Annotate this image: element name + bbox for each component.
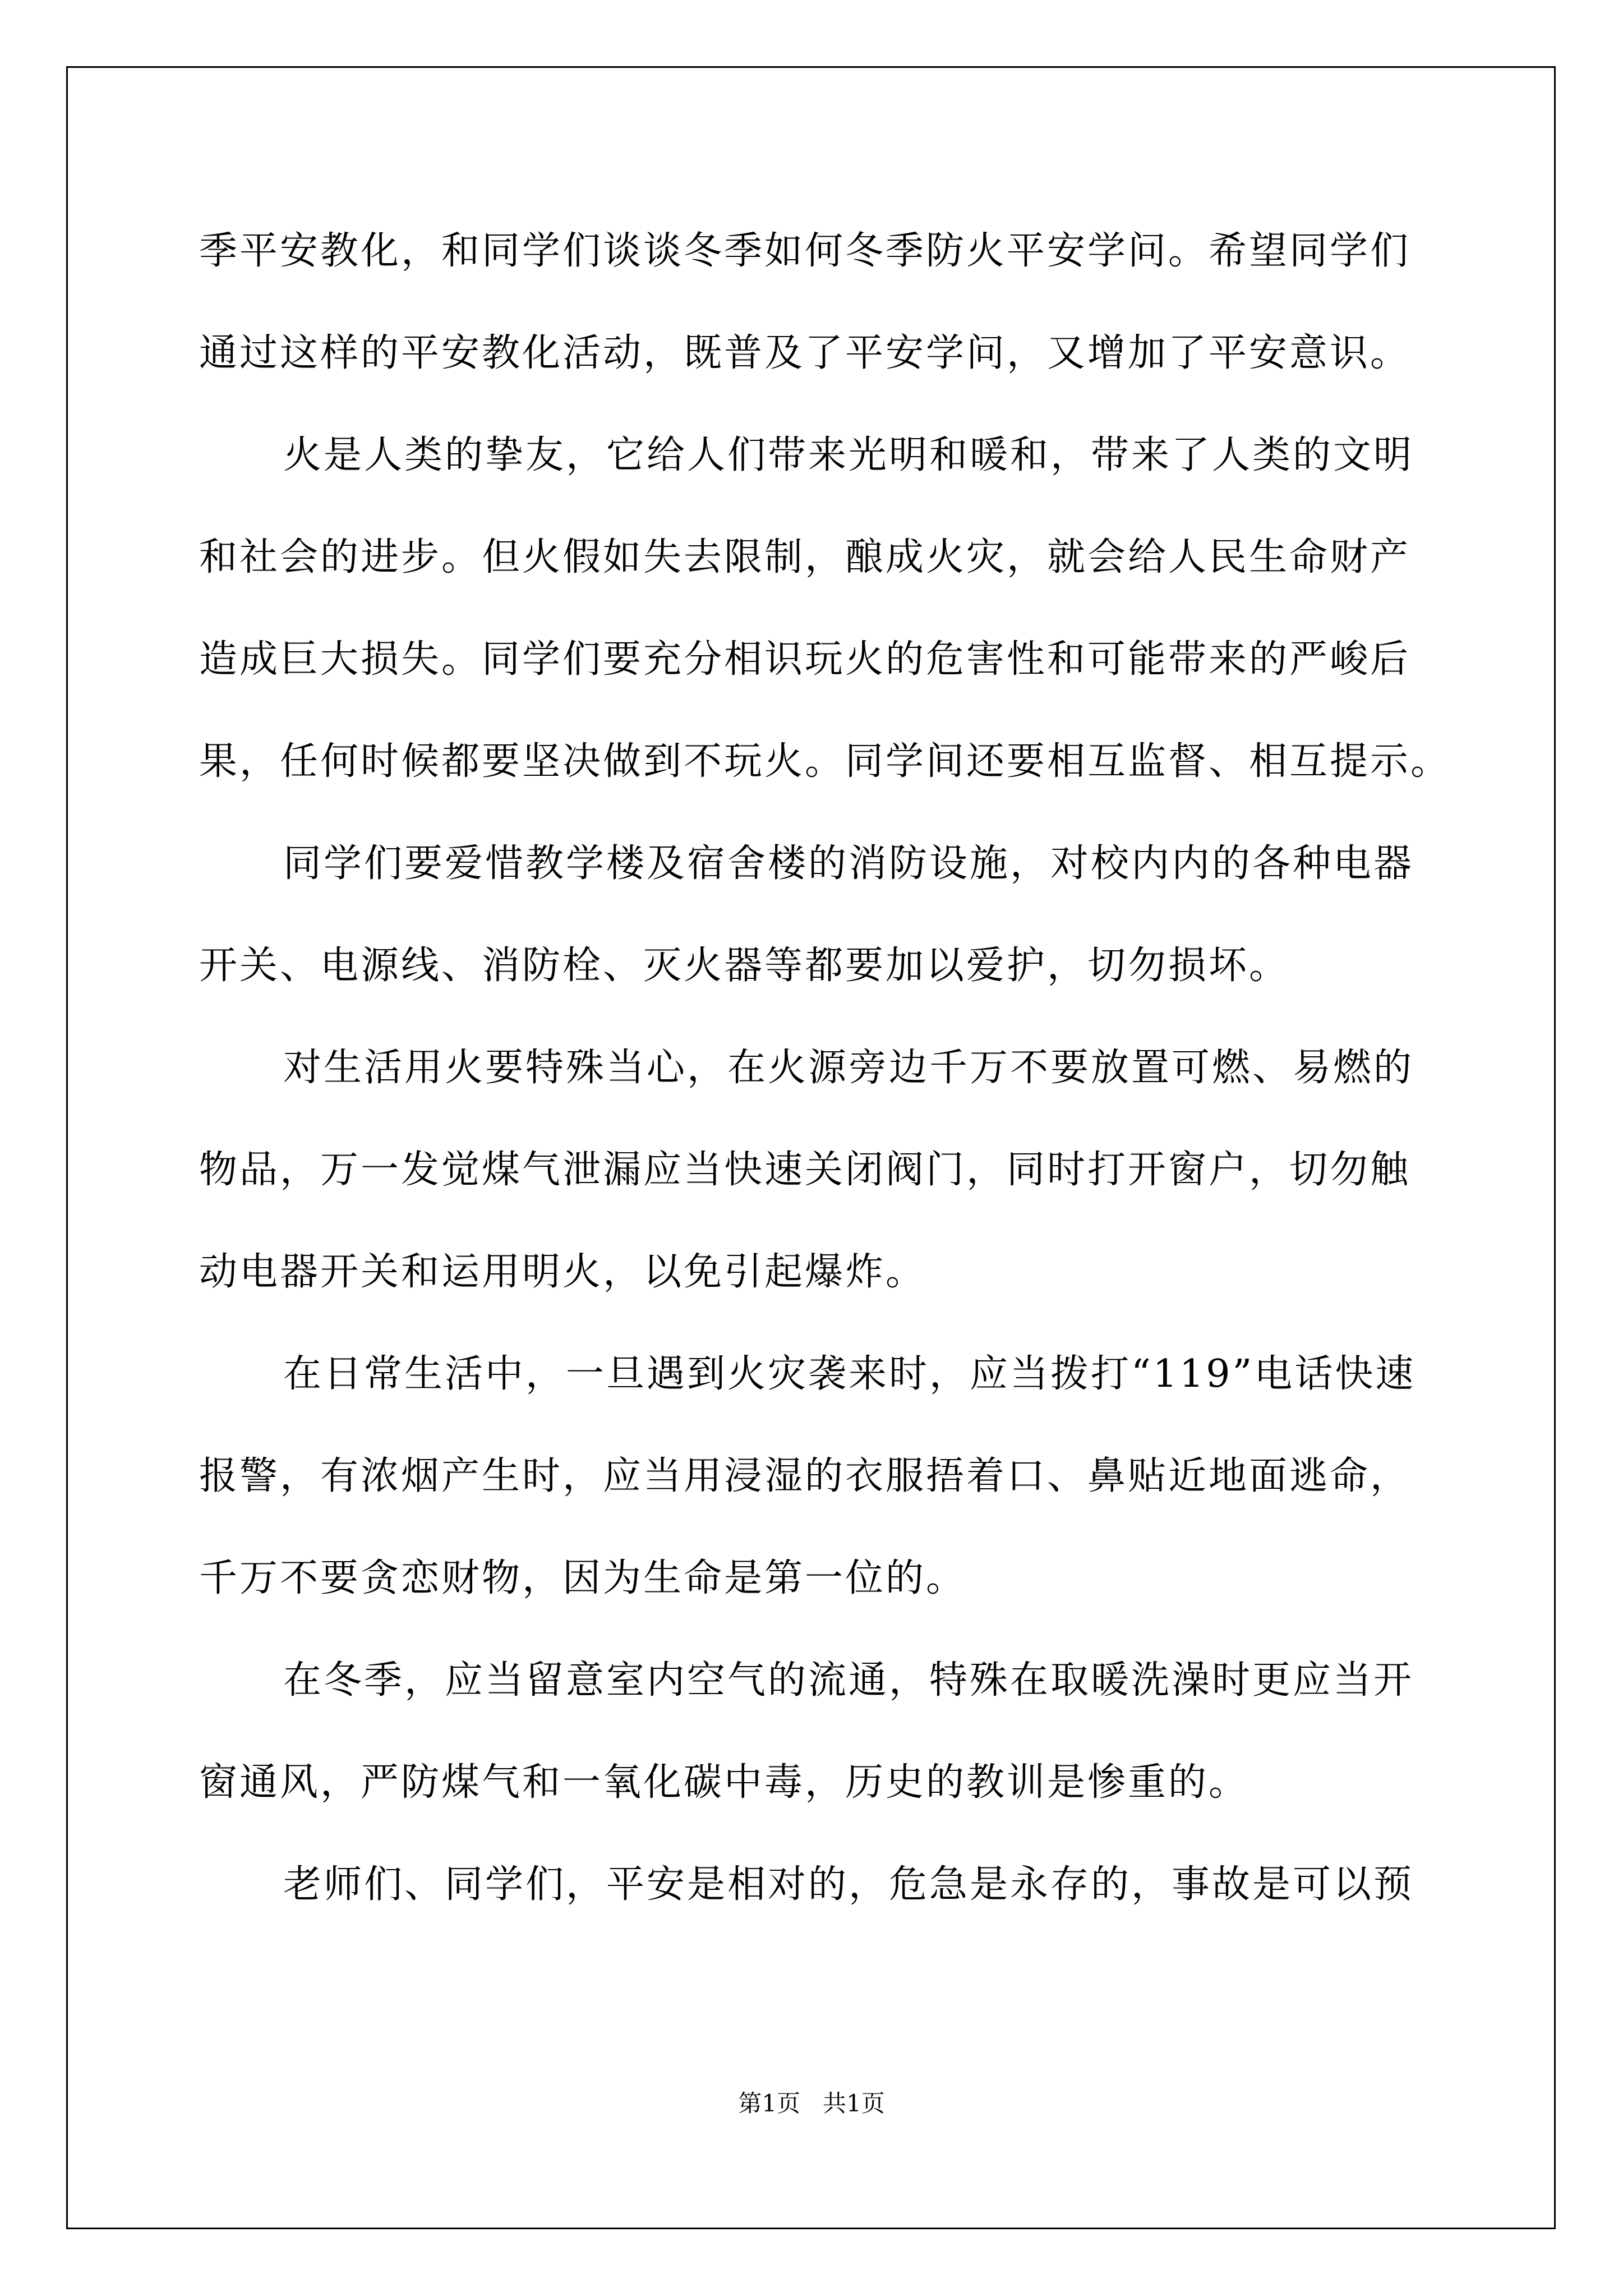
text-line: 物品，万一发觉煤气泄漏应当快速关闭阀门，同时打开窗户，切勿触 xyxy=(199,1148,1411,1192)
text-line: 窗通风，严防煤气和一氧化碳中毒，历史的教训是惨重的。 xyxy=(199,1760,1249,1805)
text-line: 开关、电源线、消防栓、灭火器等都要加以爱护，切勿损坏。 xyxy=(199,944,1290,988)
paragraph-start-line: 在日常生活中，一旦遇到火灾袭来时，应当拨打“119”电话快速 xyxy=(283,1352,1416,1396)
paragraph-start-line: 老师们、同学们，平安是相对的，危急是永存的，事故是可以预 xyxy=(283,1862,1414,1907)
text-line: 动电器开关和运用明火，以免引起爆炸。 xyxy=(199,1250,926,1294)
text-line: 千万不要贪恋财物，因为生命是第一位的。 xyxy=(199,1556,967,1600)
text-line: 造成巨大损失。同学们要充分相识玩火的危害性和可能带来的严峻后 xyxy=(199,637,1411,682)
text-line: 通过这样的平安教化活动，既普及了平安学问，又增加了平安意识。 xyxy=(199,331,1411,375)
document-body xyxy=(199,218,1451,1953)
text-line: 和社会的进步。但火假如失去限制，酿成火灾，就会给人民生命财产 xyxy=(199,535,1411,579)
page-number-footer: 第1页 共1页 xyxy=(738,2090,885,2117)
text-line: 报警，有浓烟产生时，应当用浸湿的衣服捂着口、鼻贴近地面逃命， xyxy=(199,1454,1411,1498)
paragraph-start-line: 同学们要爱惜教学楼及宿舍楼的消防设施，对校内内的各种电器 xyxy=(283,841,1414,886)
text-line: 果，任何时候都要坚决做到不玩火。同学间还要相互监督、相互提示。 xyxy=(199,739,1451,784)
paragraph-start-line: 火是人类的挚友，它给人们带来光明和暖和，带来了人类的文明 xyxy=(283,433,1414,477)
paragraph-start-line: 在冬季，应当留意室内空气的流通，特殊在取暖洗澡时更应当开 xyxy=(283,1658,1414,1703)
text-line: 季平安教化，和同学们谈谈冬季如何冬季防火平安学问。希望同学们 xyxy=(199,229,1411,273)
paragraph-start-line: 对生活用火要特殊当心，在火源旁边千万不要放置可燃、易燃的 xyxy=(283,1046,1414,1090)
